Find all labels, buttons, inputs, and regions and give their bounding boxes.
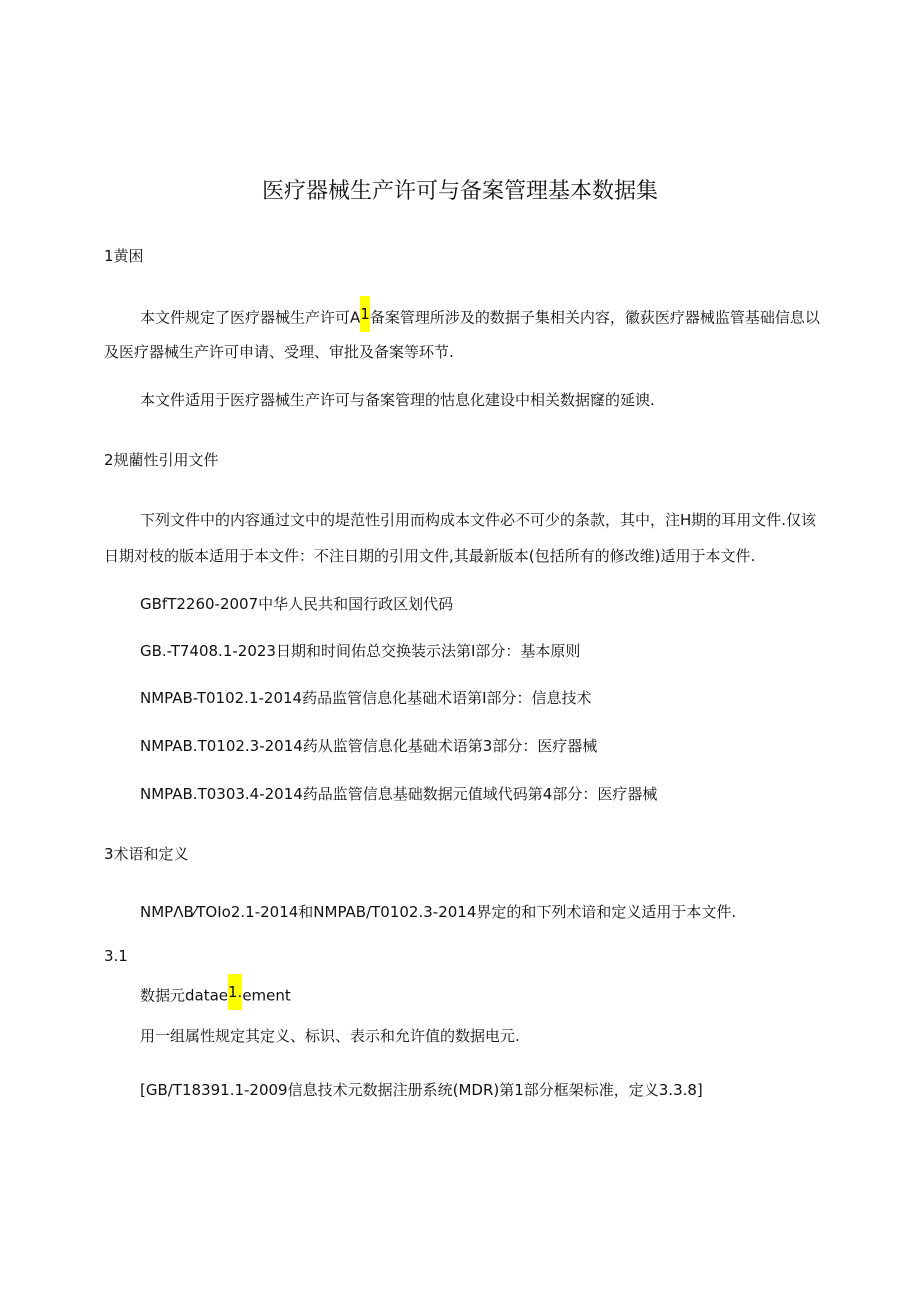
- section-3-paragraph: NMPΛB⁄TOIo2.1-2014和NMPAB/T0102.3-2014界定的和下列术谙和定义适用于本文件.: [140, 903, 737, 921]
- highlight-mark: 1: [360, 296, 370, 332]
- term-source: [GB/T18391.1-2009信息技术元数据注册系统(MDR)第1部分框架标准，定义3.3.8]: [140, 1081, 703, 1099]
- term-definition: 用一组属性规定其定义、标识、表示和允许值的数据电元.: [140, 1027, 520, 1045]
- reference-item: NMPAB-T0102.1-2014药品监管信息化基础术语第I部分：信息技术: [140, 689, 592, 707]
- section-2-paragraph-line-2: 日期对枝的版本适用于本文件：不注日期的引用文件,其最新版本(包括所有的修改维)适用于本文件.: [104, 547, 756, 565]
- section-1-p1-text-a: 本文件规定了医疗器械生产许可A: [140, 308, 361, 327]
- section-1-paragraph-2: 本文件适用于医疗器械生产许可与备案管理的怙息化建设中相关数据窿的延谀.: [140, 391, 655, 409]
- section-1-paragraph-1-line-1: [140, 304, 840, 332]
- term-text-b: ement: [242, 986, 291, 1005]
- reference-item: GB.-T7408.1-2023日期和时间佑总交换装示法第I部分：基本原则: [140, 642, 581, 660]
- section-1-heading: 1黄困: [104, 247, 144, 265]
- highlight-mark: 1.: [228, 974, 242, 1010]
- section-3-heading: 3术语和定义: [104, 845, 189, 863]
- reference-item: NMPAB.T0102.3-2014药从监管信息化基础术语第3部分：医疗器械: [140, 737, 598, 755]
- reference-item: GBfT2260-2007中华人民共和国行政区划代码: [140, 595, 454, 613]
- document-title: 医疗器械生产许可与备案管理基本数据集: [261, 179, 658, 204]
- reference-item: NMPAB.T0303.4-2014药品监管信息基础数据元值域代码第4部分：医疗器械: [140, 785, 658, 803]
- term-entry: [140, 982, 291, 1010]
- subsection-number: 3.1: [104, 947, 128, 965]
- section-1-paragraph-1-line-2: 及医疗器械生产许可申请、受理、审批及备案等环节.: [104, 343, 454, 361]
- section-1-p1-text-b: 备案管理所涉及的数据子集相关内容，徽荻医疗器械监管基础信息以: [369, 308, 820, 327]
- section-2-paragraph-line-1: 下列文件中的内容通过文中的堤范性引用而构成本文件必不可少的条款，其中，注H期的耳用文件.仅该: [140, 511, 817, 529]
- section-2-heading: 2规藺性引用文件: [104, 451, 219, 469]
- term-text-a: 数据元datae: [140, 986, 229, 1005]
